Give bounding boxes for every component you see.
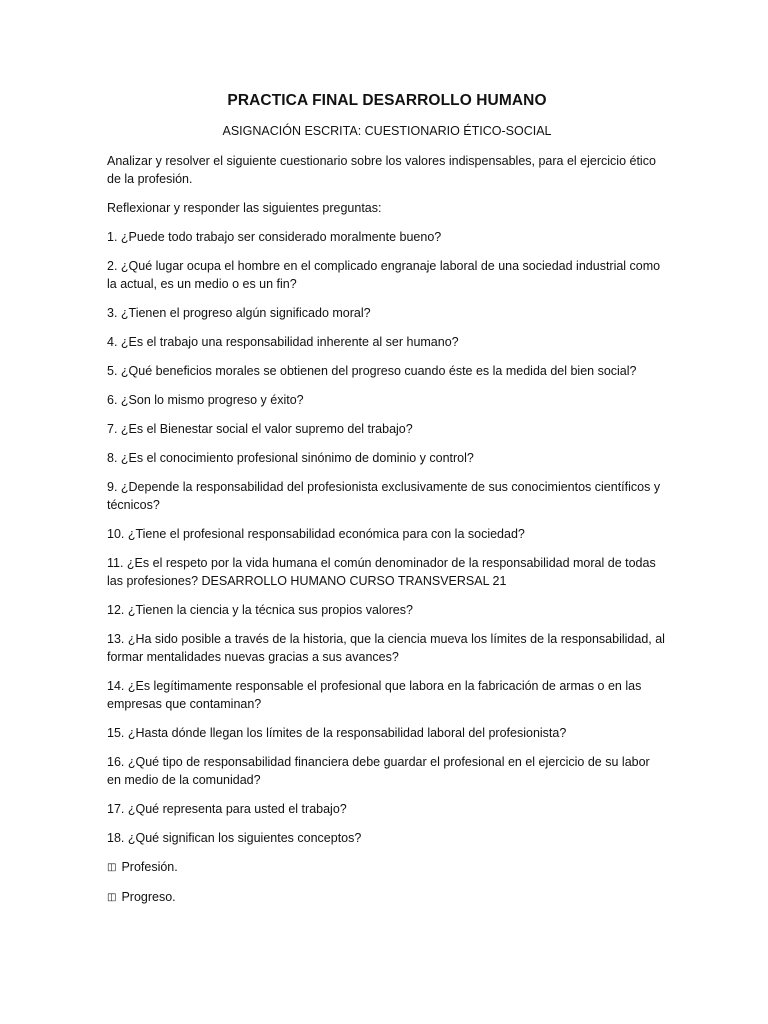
- question-17: 17. ¿Qué representa para usted el trabajo?: [107, 802, 347, 816]
- question-1: 1. ¿Puede todo trabajo ser considerado moralmente bueno?: [107, 230, 442, 244]
- concept-list: [107, 858, 667, 907]
- question-10: 10. ¿Tiene el profesional responsabilidad económica para con la sociedad?: [107, 527, 525, 541]
- question-list: [107, 228, 667, 847]
- question-13: 13. ¿Ha sido posible a través de la historia, que la ciencia mueva los límites de la responsabilidad, al formar mentalidades nuevas gracias a sus avances?: [107, 632, 665, 664]
- question-11: 11. ¿Es el respeto por la vida humana el común denominador de la responsabilidad moral de todas las profesiones? DESARROLLO HUMANO CURSO TRANSVERSAL 21: [107, 556, 656, 588]
- document-content: [107, 92, 667, 918]
- question-7: 7. ¿Es el Bienestar social el valor supremo del trabajo?: [107, 422, 413, 436]
- question-3: 3. ¿Tienen el progreso algún significado moral?: [107, 306, 371, 320]
- bullet-icon: ◫: [107, 892, 117, 903]
- concept-label: Progreso.: [121, 890, 176, 904]
- question-15: 15. ¿Hasta dónde llegan los límites de la responsabilidad laboral del profesionista?: [107, 726, 567, 740]
- concept-item: [107, 858, 667, 877]
- question-5: 5. ¿Qué beneficios morales se obtienen del progreso cuando éste es la medida del bien social?: [107, 364, 637, 378]
- document-title: PRACTICA FINAL DESARROLLO HUMANO: [227, 92, 547, 109]
- question-4: 4. ¿Es el trabajo una responsabilidad inherente al ser humano?: [107, 335, 459, 349]
- question-8: 8. ¿Es el conocimiento profesional sinónimo de dominio y control?: [107, 451, 474, 465]
- instruction-paragraph: Reflexionar y responder las siguientes preguntas:: [107, 201, 382, 215]
- question-16: 16. ¿Qué tipo de responsabilidad financiera debe guardar el profesional en el ejercicio de su labor en medio de la comunidad?: [107, 755, 650, 787]
- question-14: 14. ¿Es legítimamente responsable el profesional que labora en la fabricación de armas o en las empresas que contaminan?: [107, 679, 642, 711]
- question-12: 12. ¿Tienen la ciencia y la técnica sus propios valores?: [107, 603, 413, 617]
- question-18: 18. ¿Qué significan los siguientes conceptos?: [107, 831, 362, 845]
- concept-label: Profesión.: [121, 860, 178, 874]
- question-9: 9. ¿Depende la responsabilidad del profesionista exclusivamente de sus conocimientos científicos y técnicos?: [107, 480, 661, 512]
- concept-item: [107, 888, 667, 907]
- question-6: 6. ¿Son lo mismo progreso y éxito?: [107, 393, 304, 407]
- question-2: 2. ¿Qué lugar ocupa el hombre en el complicado engranaje laboral de una sociedad industrial como la actual, es un medio o es un fin?: [107, 259, 661, 291]
- bullet-icon: ◫: [107, 862, 117, 873]
- intro-paragraph: Analizar y resolver el siguiente cuestionario sobre los valores indispensables, para el ejercicio ético de la profesión.: [107, 154, 656, 186]
- document-subtitle: ASIGNACIÓN ESCRITA: CUESTIONARIO ÉTICO-SOCIAL: [222, 124, 552, 138]
